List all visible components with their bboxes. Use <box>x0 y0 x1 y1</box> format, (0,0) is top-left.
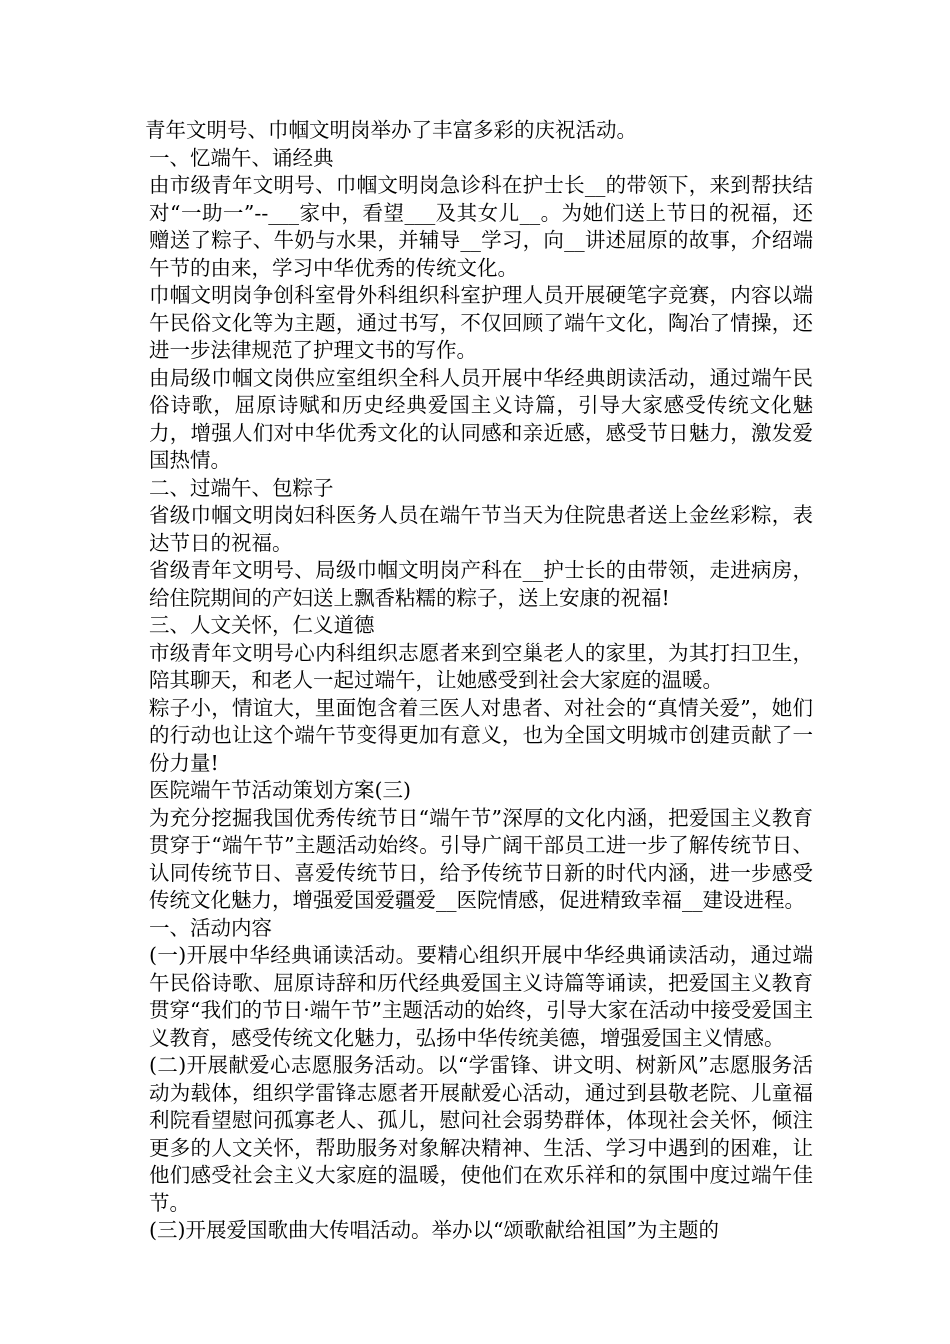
paragraph-activity-3: (三)开展爱国歌曲大传唱活动。举办以“颂歌献给祖国”为主题的 <box>149 1218 719 1242</box>
paragraph-cardiology: 市级青年文明号心内科组织志愿者来到空巢老人的家里，为其打扫卫生，陪其聊天，和老人一起过端午，让她感受到社会大家庭的温暖。 <box>149 640 813 692</box>
paragraph-celebration-intro: 青年文明号、巾帼文明岗举办了丰富多彩的庆祝活动。 <box>145 118 637 142</box>
heading-plan-3: 医院端午节活动策划方案(三) <box>149 778 411 802</box>
paragraph-gynecology: 省级巾帼文明岗妇科医务人员在端午节当天为住院患者送上金丝彩粽，表达节日的祝福。 <box>149 503 813 555</box>
paragraph-plan-purpose: 为充分挖掘我国优秀传统节日“端午节”深厚的文化内涵，把爱国主义教育贯穿于“端午节”主题活动始终。引导广阔干部员工进一步了解传统节日、认同传统节日、喜爱传统节日，给予传统节日新的时代内涵，进一步感受传统文化魅力，增强爱国爱疆爱__医院情感，促进精致幸福__建设进程。 <box>149 805 813 912</box>
paragraph-supply-room: 由局级巾帼文岗供应室组织全科人员开展中华经典朗读活动，通过端午民俗诗歌，屈原诗赋和历史经典爱国主义诗篇，引导大家感受传统文化魅力，增强人们对中华优秀文化的认同感和亲近感，感受节日魅力，激发爱国热情。 <box>149 365 813 472</box>
paragraph-activity-2: (二)开展献爱心志愿服务活动。以“学雷锋、讲文明、树新风”志愿服务活动为载体，组织学雷锋志愿者开展献爱心活动，通过到县敬老院、儿童福利院看望慰问孤寡老人、孤儿，慰问社会弱势群体，体现社会关怀，倾注更多的人文关怀，帮助服务对象解决精神、生活、学习中遇到的困难，让他们感受社会主义大家庭的温暖，使他们在欢乐祥和的氛围中度过端午佳节。 <box>149 1053 813 1215</box>
heading-section-2: 二、过端午、包粽子 <box>149 475 334 500</box>
heading-section-3: 三、人文关怀，仁义道德 <box>149 613 375 637</box>
paragraph-summary: 粽子小，情谊大，里面饱含着三医人对患者、对社会的“真情关爱”，她们的行动也让这个端午节变得更加有意义，也为全国文明城市创建贡献了一份力量! <box>149 695 813 775</box>
paragraph-emergency-dept: 由市级青年文明号、巾帼文明岗急诊科在护士长__的带领下，来到帮扶结对“一助一”--___家中，看望___及其女儿__。为她们送上节日的祝福，还赠送了粽子、牛奶与水果，并辅导__学习，向__讲述屈原的故事，介绍端午节的由来，学习中华优秀的传统文化。 <box>149 173 813 280</box>
paragraph-obstetrics: 省级青年文明号、局级巾帼文明岗产科在__护士长的由带领，走进病房，给住院期间的产妇送上飘香粘糯的粽子，送上安康的祝福! <box>149 558 813 610</box>
document-body <box>145 117 813 1245</box>
paragraph-activity-1: (一)开展中华经典诵读活动。要精心组织开展中华经典诵读活动，通过端午民俗诗歌、屈原诗辞和历代经典爱国主义诗篇等诵读，把爱国主义教育贯穿“我们的节日·端午节”主题活动的始终，引导大家在活动中接受爱国主义教育，感受传统文化魅力，弘扬中华传统美德，增强爱国主义情感。 <box>149 943 813 1050</box>
heading-activity-content: 一、活动内容 <box>149 915 272 940</box>
paragraph-orthopedics: 巾帼文明岗争创科室骨外科组织科室护理人员开展硬笔字竞赛，内容以端午民俗文化等为主题，通过书写，不仅回顾了端午文化，陶冶了情操，还进一步法律规范了护理文书的写作。 <box>149 283 813 362</box>
heading-section-1: 一、忆端午、诵经典 <box>149 145 334 170</box>
